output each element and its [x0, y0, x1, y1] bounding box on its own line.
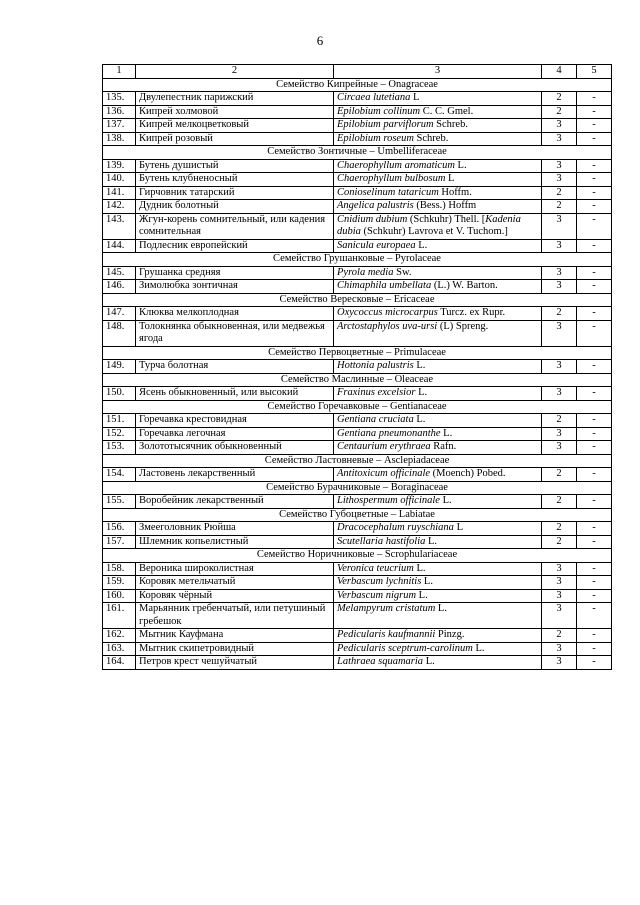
- family-name: Семейство Губоцветные – Labiatae: [103, 508, 612, 522]
- table-row: [103, 603, 612, 629]
- latin-name: [334, 468, 542, 482]
- latin-name-italic: Lithospermum officinale: [337, 495, 440, 506]
- column-4-value: 2: [542, 414, 577, 428]
- row-number: 135.: [103, 92, 136, 106]
- latin-name: [334, 239, 542, 253]
- latin-name: [334, 589, 542, 603]
- russian-name: Бутень душистый: [136, 159, 334, 173]
- russian-name: Гирчовник татарский: [136, 186, 334, 200]
- column-5-value: -: [577, 414, 612, 428]
- table-row: [103, 495, 612, 509]
- latin-name-italic: Centaurium erythraea: [337, 441, 431, 452]
- row-number: 148.: [103, 320, 136, 346]
- latin-name: [334, 213, 542, 239]
- table-row: [103, 119, 612, 133]
- latin-name: [334, 656, 542, 670]
- family-name: Семейство Бурачниковые – Boraginaceae: [103, 481, 612, 495]
- latin-name-italic: Chaerophyllum bulbosum: [337, 173, 446, 184]
- column-4-value: 3: [542, 387, 577, 401]
- row-number: 163.: [103, 642, 136, 656]
- row-number: 146.: [103, 280, 136, 294]
- column-4-value: 3: [542, 159, 577, 173]
- latin-name: [334, 105, 542, 119]
- column-4-value: 3: [542, 656, 577, 670]
- family-name: Семейство Горечавковые – Gentianaceae: [103, 400, 612, 414]
- row-number: 150.: [103, 387, 136, 401]
- russian-name: Коровяк метельчатый: [136, 576, 334, 590]
- russian-name: Вероника широколистная: [136, 562, 334, 576]
- russian-name: Зимолюбка зонтичная: [136, 280, 334, 294]
- table-row: [103, 360, 612, 374]
- latin-name: [334, 266, 542, 280]
- column-4-value: 2: [542, 522, 577, 536]
- latin-author: L.: [416, 589, 428, 601]
- family-name: Семейство Кипрейные – Onagraceae: [103, 78, 612, 92]
- latin-name: [334, 119, 542, 133]
- russian-name: Подлесник европейский: [136, 239, 334, 253]
- table-row: [103, 629, 612, 643]
- column-4-value: 3: [542, 603, 577, 629]
- latin-name-italic: Kadenia dubia: [337, 213, 521, 237]
- latin-name-italic: Gentiana pneumonanthe: [337, 427, 441, 439]
- latin-name-italic: Verbascum lychnitis: [337, 576, 422, 587]
- row-number: 143.: [103, 213, 136, 239]
- column-4-value: 3: [542, 173, 577, 187]
- table-row: [103, 132, 612, 146]
- russian-name: Дудник болотный: [136, 200, 334, 214]
- russian-name: Ясень обыкновенный, или высокий: [136, 387, 334, 401]
- column-5-value: -: [577, 132, 612, 146]
- table-row: [103, 589, 612, 603]
- column-5-value: -: [577, 213, 612, 239]
- column-5-value: -: [577, 642, 612, 656]
- latin-name-italic: Angelica palustris: [337, 200, 414, 211]
- latin-name-italic: Pedicularis kaufmannii: [337, 629, 436, 640]
- russian-name: Мытник скипетровидный: [136, 642, 334, 656]
- latin-name-italic: Pyrola media: [337, 266, 394, 278]
- latin-name-italic: Cnidium dubium: [337, 213, 408, 225]
- latin-name-italic: Lathraea squamaria: [337, 656, 424, 667]
- table-header-row: [103, 65, 612, 79]
- column-4-value: 3: [542, 213, 577, 239]
- latin-author: (Schkuhr) Thell. [: [407, 213, 486, 225]
- column-5-value: -: [577, 562, 612, 576]
- russian-name: Ластовень лекарственный: [136, 468, 334, 482]
- table-row: [103, 522, 612, 536]
- table-row: [103, 186, 612, 200]
- table-row: [103, 159, 612, 173]
- table-row: [103, 213, 612, 239]
- family-name: Семейство Зонтичные – Umbelliferaceae: [103, 146, 612, 160]
- latin-name: [334, 92, 542, 106]
- family-header-row: [103, 373, 612, 387]
- table-row: [103, 92, 612, 106]
- latin-name-italic: Epilobium collinum: [337, 105, 421, 117]
- column-4-value: 2: [542, 92, 577, 106]
- latin-author: L.: [413, 562, 426, 574]
- column-4-value: 2: [542, 495, 577, 509]
- latin-name: [334, 603, 542, 629]
- family-header-row: [103, 293, 612, 307]
- latin-author: (Moench) Pobed.: [430, 468, 506, 479]
- latin-name-italic: Sanicula europaea: [337, 239, 416, 251]
- latin-name-italic: Pedicularis sceptrum-carolinum: [337, 642, 473, 654]
- latin-author: C. C. Gmel.: [420, 105, 474, 117]
- latin-author: (Schkuhr) Lavrova et V. Tuchom.]: [360, 226, 508, 237]
- table-row: [103, 441, 612, 455]
- russian-name: Марьянник гребенчатый, или петушиный гребешок: [136, 603, 334, 629]
- latin-author: L: [445, 173, 455, 184]
- column-5-value: -: [577, 105, 612, 119]
- latin-name: [334, 360, 542, 374]
- row-number: 159.: [103, 576, 136, 590]
- column-5-value: -: [577, 280, 612, 294]
- latin-name: [334, 441, 542, 455]
- column-header-2: 2: [136, 65, 334, 79]
- table-row: [103, 320, 612, 346]
- column-4-value: 3: [542, 562, 577, 576]
- table-row: [103, 535, 612, 549]
- row-number: 140.: [103, 173, 136, 187]
- latin-name-italic: Scutellaria hastifolia: [337, 535, 426, 547]
- column-4-value: 3: [542, 266, 577, 280]
- column-5-value: -: [577, 495, 612, 509]
- latin-name: [334, 535, 542, 549]
- row-number: 137.: [103, 119, 136, 133]
- table-row: [103, 562, 612, 576]
- family-header-row: [103, 508, 612, 522]
- column-5-value: -: [577, 629, 612, 643]
- latin-name-italic: Antitoxicum officinale: [337, 468, 431, 479]
- latin-author: Hoffm.: [438, 186, 472, 198]
- latin-name-italic: Chimaphila umbellata: [337, 280, 432, 291]
- column-4-value: 3: [542, 642, 577, 656]
- column-5-value: -: [577, 535, 612, 549]
- latin-author: L.: [435, 603, 447, 614]
- table-row: [103, 266, 612, 280]
- column-5-value: -: [577, 589, 612, 603]
- family-header-row: [103, 346, 612, 360]
- row-number: 162.: [103, 629, 136, 643]
- family-header-row: [103, 549, 612, 563]
- latin-author: Turcz. ex Rupr.: [437, 307, 506, 318]
- latin-author: (L.) W. Barton.: [431, 280, 498, 291]
- page-number: 6: [316, 33, 324, 48]
- russian-name: Толокнянка обыкновенная, или медвежья ягода: [136, 320, 334, 346]
- latin-name-italic: Chaerophyllum aromaticum: [337, 159, 455, 171]
- column-5-value: -: [577, 92, 612, 106]
- column-4-value: 3: [542, 360, 577, 374]
- table-row: [103, 280, 612, 294]
- column-4-value: 3: [542, 441, 577, 455]
- russian-name: Горечавка крестовидная: [136, 414, 334, 428]
- row-number: 141.: [103, 186, 136, 200]
- latin-author: L.: [439, 495, 452, 506]
- russian-name: Жгун-корень сомнительный, или кадения сомнительная: [136, 213, 334, 239]
- table-row: [103, 173, 612, 187]
- latin-name: [334, 629, 542, 643]
- row-number: 152.: [103, 427, 136, 441]
- latin-name-italic: Fraxinus excelsior: [337, 387, 416, 398]
- table-row: [103, 656, 612, 670]
- column-header-5: 5: [577, 65, 612, 79]
- table-row: [103, 427, 612, 441]
- table-row: [103, 468, 612, 482]
- latin-author: L: [410, 92, 420, 103]
- latin-author: L.: [423, 656, 435, 667]
- row-number: 144.: [103, 239, 136, 253]
- column-4-value: 3: [542, 119, 577, 133]
- latin-author: Schreb.: [413, 132, 449, 144]
- column-5-value: -: [577, 186, 612, 200]
- latin-name: [334, 132, 542, 146]
- russian-name: Воробейник лекарственный: [136, 495, 334, 509]
- column-5-value: -: [577, 159, 612, 173]
- column-5-value: -: [577, 656, 612, 670]
- latin-name-italic: Dracocephalum ruyschiana: [337, 522, 454, 533]
- latin-name-italic: Gentiana cruciata: [337, 414, 414, 425]
- russian-name: Кипрей мелкоцветковый: [136, 119, 334, 133]
- latin-author: L.: [440, 427, 453, 439]
- table-row: [103, 105, 612, 119]
- table-row: [103, 414, 612, 428]
- column-4-value: 3: [542, 132, 577, 146]
- row-number: 151.: [103, 414, 136, 428]
- row-number: 138.: [103, 132, 136, 146]
- latin-author: L.: [421, 576, 433, 587]
- row-number: 147.: [103, 307, 136, 321]
- row-number: 149.: [103, 360, 136, 374]
- russian-name: Кипрей розовый: [136, 132, 334, 146]
- russian-name: Мытник Кауфмана: [136, 629, 334, 643]
- column-4-value: 3: [542, 576, 577, 590]
- column-header-3: 3: [334, 65, 542, 79]
- row-number: 158.: [103, 562, 136, 576]
- column-5-value: -: [577, 266, 612, 280]
- latin-author: L.: [415, 239, 428, 251]
- latin-author: Rafn.: [430, 441, 457, 452]
- latin-author: L: [453, 522, 463, 533]
- column-4-value: 2: [542, 200, 577, 214]
- row-number: 139.: [103, 159, 136, 173]
- column-5-value: -: [577, 387, 612, 401]
- family-name: Семейство Ластовневые – Asclepiadaceae: [103, 454, 612, 468]
- latin-author: Pinzg.: [435, 629, 465, 640]
- column-4-value: 3: [542, 280, 577, 294]
- family-header-row: [103, 78, 612, 92]
- row-number: 157.: [103, 535, 136, 549]
- russian-name: Двулепестник парижский: [136, 92, 334, 106]
- family-header-row: [103, 454, 612, 468]
- latin-name-italic: Oxycoccus microcarpus: [337, 307, 438, 318]
- column-5-value: -: [577, 468, 612, 482]
- family-header-row: [103, 481, 612, 495]
- russian-name: Коровяк чёрный: [136, 589, 334, 603]
- latin-author: Sw.: [393, 266, 412, 278]
- species-table: [102, 64, 612, 670]
- latin-name: [334, 159, 542, 173]
- latin-name-italic: Arctostaphylos uva-ursi: [337, 320, 438, 332]
- family-name: Семейство Вересковые – Ericaceae: [103, 293, 612, 307]
- column-4-value: 3: [542, 427, 577, 441]
- table-row: [103, 239, 612, 253]
- latin-name: [334, 387, 542, 401]
- latin-name: [334, 307, 542, 321]
- column-5-value: -: [577, 320, 612, 346]
- column-5-value: -: [577, 441, 612, 455]
- table-row: [103, 307, 612, 321]
- column-header-1: 1: [103, 65, 136, 79]
- column-4-value: 3: [542, 320, 577, 346]
- column-4-value: 2: [542, 535, 577, 549]
- family-name: Семейство Грушанковые – Pyrolaceae: [103, 253, 612, 267]
- latin-name-italic: Veronica teucrium: [337, 562, 414, 574]
- russian-name: Бутень клубненосный: [136, 173, 334, 187]
- latin-author: L.: [413, 360, 426, 371]
- family-name: Семейство Первоцветные – Primulaceae: [103, 346, 612, 360]
- latin-author: L.: [454, 159, 467, 171]
- latin-name-italic: Circaea lutetiana: [337, 92, 411, 103]
- table-row: [103, 642, 612, 656]
- table-row: [103, 387, 612, 401]
- column-4-value: 2: [542, 186, 577, 200]
- latin-author: L.: [425, 535, 438, 547]
- family-header-row: [103, 146, 612, 160]
- latin-name: [334, 173, 542, 187]
- latin-name-italic: Epilobium parviflorum: [337, 119, 434, 130]
- column-4-value: 2: [542, 468, 577, 482]
- column-5-value: -: [577, 603, 612, 629]
- latin-name-italic: Verbascum nigrum: [337, 589, 417, 601]
- family-name: Семейство Маслинные – Oleaceae: [103, 373, 612, 387]
- latin-author: (Bess.) Hoffm: [413, 200, 477, 211]
- russian-name: Турча болотная: [136, 360, 334, 374]
- column-5-value: -: [577, 576, 612, 590]
- column-5-value: -: [577, 360, 612, 374]
- russian-name: Грушанка средняя: [136, 266, 334, 280]
- row-number: 136.: [103, 105, 136, 119]
- row-number: 145.: [103, 266, 136, 280]
- latin-name: [334, 642, 542, 656]
- row-number: 161.: [103, 603, 136, 629]
- row-number: 155.: [103, 495, 136, 509]
- latin-name-italic: Epilobium roseum: [337, 132, 414, 144]
- latin-name: [334, 280, 542, 294]
- column-5-value: -: [577, 200, 612, 214]
- column-4-value: 3: [542, 589, 577, 603]
- column-4-value: 3: [542, 239, 577, 253]
- row-number: 154.: [103, 468, 136, 482]
- column-header-4: 4: [542, 65, 577, 79]
- latin-author: L.: [472, 642, 485, 654]
- column-4-value: 2: [542, 105, 577, 119]
- column-5-value: -: [577, 522, 612, 536]
- family-header-row: [103, 400, 612, 414]
- latin-author: L.: [413, 414, 426, 425]
- latin-name: [334, 186, 542, 200]
- latin-author: L.: [415, 387, 428, 398]
- latin-name: [334, 320, 542, 346]
- latin-name: [334, 495, 542, 509]
- column-5-value: -: [577, 427, 612, 441]
- column-5-value: -: [577, 119, 612, 133]
- russian-name: Шлемник копьелистный: [136, 535, 334, 549]
- latin-name: [334, 200, 542, 214]
- family-name: Семейство Норичниковые – Scrophulariaceae: [103, 549, 612, 563]
- family-header-row: [103, 253, 612, 267]
- russian-name: Петров крест чешуйчатый: [136, 656, 334, 670]
- latin-name-italic: Hottonia palustris: [337, 360, 414, 371]
- latin-author: (L) Spreng.: [437, 320, 489, 332]
- latin-name: [334, 522, 542, 536]
- latin-name-italic: Melampyrum cristatum: [337, 603, 436, 614]
- latin-author: Schreb.: [433, 119, 468, 130]
- row-number: 153.: [103, 441, 136, 455]
- latin-name: [334, 414, 542, 428]
- column-4-value: 2: [542, 629, 577, 643]
- latin-name-italic: Conioselinum tataricum: [337, 186, 439, 198]
- row-number: 156.: [103, 522, 136, 536]
- column-5-value: -: [577, 173, 612, 187]
- row-number: 160.: [103, 589, 136, 603]
- latin-name: [334, 562, 542, 576]
- russian-name: Змееголовник Рюйша: [136, 522, 334, 536]
- column-5-value: -: [577, 307, 612, 321]
- table-row: [103, 200, 612, 214]
- latin-name: [334, 427, 542, 441]
- column-5-value: -: [577, 239, 612, 253]
- russian-name: Кипрей холмовой: [136, 105, 334, 119]
- row-number: 164.: [103, 656, 136, 670]
- latin-name: [334, 576, 542, 590]
- row-number: 142.: [103, 200, 136, 214]
- russian-name: Клюква мелкоплодная: [136, 307, 334, 321]
- russian-name: Горечавка легочная: [136, 427, 334, 441]
- table-row: [103, 576, 612, 590]
- russian-name: Золототысячник обыкновенный: [136, 441, 334, 455]
- column-4-value: 2: [542, 307, 577, 321]
